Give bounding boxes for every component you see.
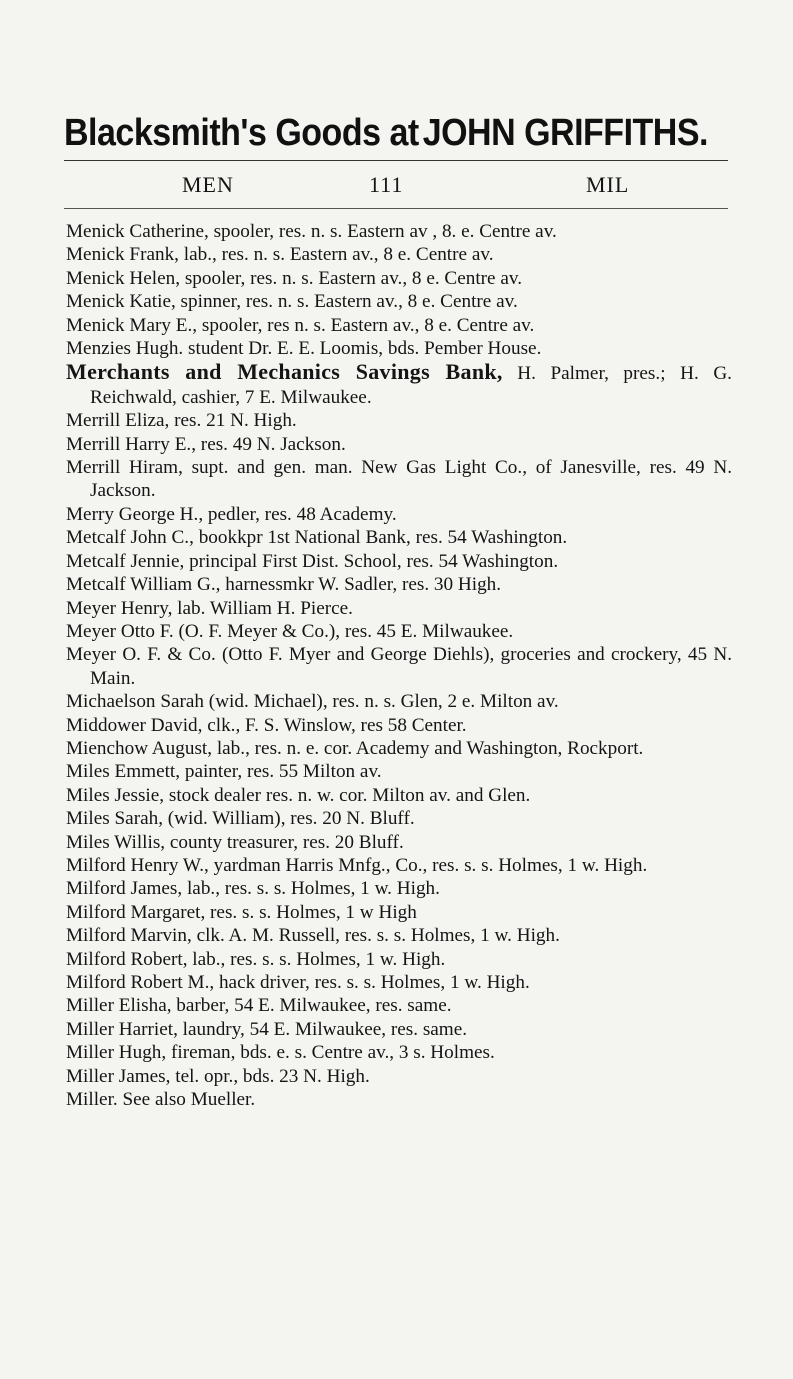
banner-shop-name: JOHN GRIFFITHS. [422,111,708,154]
directory-entry: Milford Henry W., yardman Harris Mnfg., Co., res. s. s. Holmes, 1 w. High. [66,854,648,876]
directory-entry: Menick Frank, lab., res. n. s. Eastern av., 8 e. Centre av. [66,244,494,266]
directory-entry: Merrill Eliza, res. 21 N. High. [66,410,297,432]
directory-entry: Mienchow August, lab., res. n. e. cor. Academy and Washington, Rockport. [66,737,644,759]
guide-word-first: MEN [182,172,234,197]
directory-entry: Milford Robert M., hack driver, res. s. s. Holmes, 1 w. High. [66,972,530,993]
running-head [64,172,728,198]
directory-entry: Meyer Otto F. (O. F. Meyer & Co.), res. 45 E. Milwaukee. [66,620,514,642]
directory-entry: Michaelson Sarah (wid. Michael), res. n. s. Glen, 2 e. Milton av. [66,691,559,713]
directory-entry: Miller Harriet, laundry, 54 E. Milwaukee, res. same. [66,1018,468,1040]
guide-word-last: MIL [586,172,630,197]
directory-entry-bank [66,360,732,409]
directory-entry: Metcalf Jennie, principal First Dist. School, res. 54 Washington. [66,550,559,572]
banner-prefix: Blacksmith's Goods at [64,111,419,154]
directory-entry: Milford Marvin, clk. A. M. Russell, res. s. s. Holmes, 1 w. High. [66,925,560,947]
directory-entry: Miller Elisha, barber, 54 E. Milwaukee, res. same. [66,995,452,1017]
directory-entry: Miller James, tel. opr., bds. 23 N. High. [66,1065,370,1087]
directory-entry: Miles Jessie, stock dealer res. n. w. cor. Milton av. and Glen. [66,784,531,806]
directory-entry: Menick Katie, spinner, res. n. s. Eastern av., 8 e. Centre av. [66,291,518,313]
directory-entry: Meyer Henry, lab. William H. Pierce. [66,597,353,619]
directory-entry: Milford Robert, lab., res. s. s. Holmes, 1 w. High. [66,948,446,970]
directory-entry: Metcalf John C., bookkpr 1st National Bank, res. 54 Washington. [66,527,568,549]
directory-entry: Merrill Hiram, supt. and gen. man. New Gas Light Co., of Janesville, res. 49 N. Jackson. [66,457,732,502]
bank-name: Merchants and Mechanics Savings Bank, [66,359,503,385]
directory-entry: Milford James, lab., res. s. s. Holmes, 1 w. High. [66,878,440,900]
banner-rule [64,160,728,161]
directory-entry: Miles Willis, county treasurer, res. 20 Bluff. [66,831,404,853]
page-number: 111 [369,172,404,197]
directory-entries [66,220,732,1111]
directory-entry: Menick Catherine, spooler, res. n. s. Eastern av , 8. e. Centre av. [66,221,557,242]
directory-entry: Menzies Hugh. student Dr. E. E. Loomis, bds. Pember House. [66,338,542,360]
directory-entry: Middower David, clk., F. S. Winslow, res 58 Center. [66,714,467,736]
directory-entry: Miles Emmett, painter, res. 55 Milton av. [66,761,382,783]
directory-entry: Menick Mary E., spooler, res n. s. Eastern av., 8 e. Centre av. [66,314,535,336]
directory-entry: Miller Hugh, fireman, bds. e. s. Centre av., 3 s. Holmes. [66,1042,495,1064]
directory-entry: Miles Sarah, (wid. William), res. 20 N. Bluff. [66,808,415,830]
bank-details: H. Palmer, pres.; H. G. Reichwald, cashier, 7 E. Milwaukee. [90,363,732,408]
directory-entry: Metcalf William G., harnessmkr W. Sadler, res. 30 High. [66,574,502,596]
directory-entry: Milford Margaret, res. s. s. Holmes, 1 w High [66,901,417,923]
directory-entry: Miller. See also Mueller. [66,1089,256,1111]
directory-entry: Meyer O. F. & Co. (Otto F. Myer and George Diehls), groceries and crockery, 45 N. Main. [66,644,732,689]
directory-entry: Merry George H., pedler, res. 48 Academy. [66,503,397,525]
directory-entry: Merrill Harry E., res. 49 N. Jackson. [66,433,346,455]
directory-entry: Menick Helen, spooler, res. n. s. Eastern av., 8 e. Centre av. [66,267,523,289]
header-rule [64,208,728,209]
advertisement-banner [64,108,729,157]
